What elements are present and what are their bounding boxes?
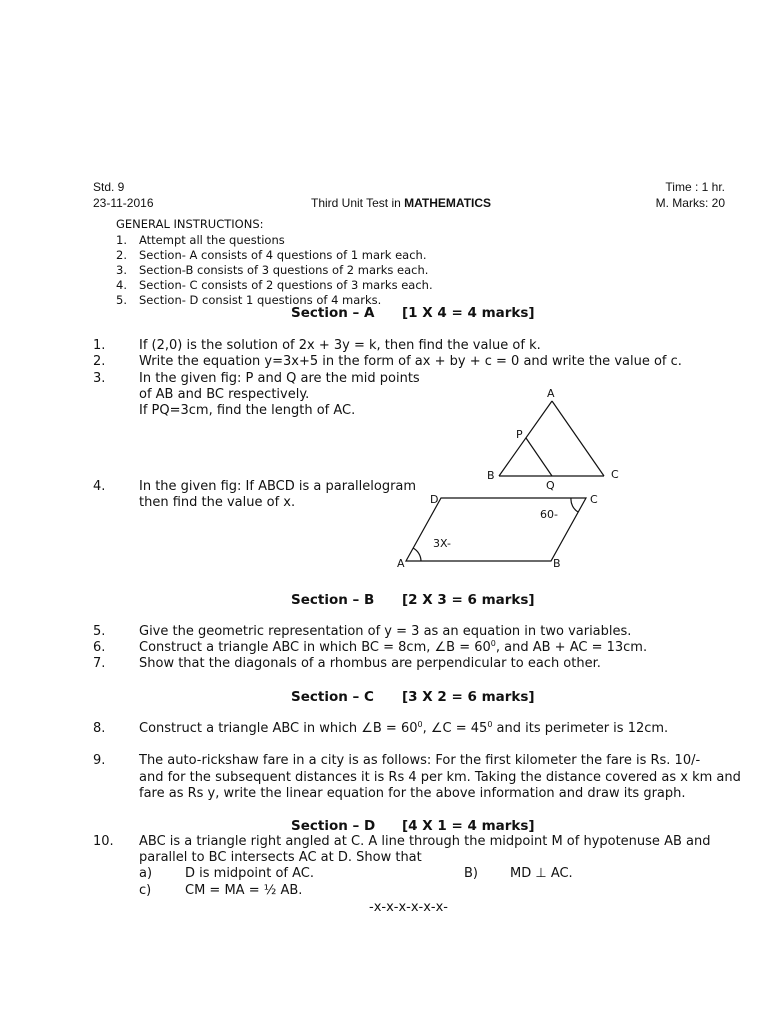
question-text: Give the geometric representation of y = 3 as an equation in two variables. [139,624,632,639]
question-number: 3. [93,371,106,386]
section-a-marks: [1 X 4 = 4 marks] [402,305,535,321]
subpart-text: D is midpoint of AC. [185,866,315,881]
vertex-label-c: C [590,493,598,506]
question-text: In the given fig: If ABCD is a parallelogram [139,479,417,494]
instruction-text: Section- A consists of 4 questions of 1 mark each. [139,248,427,262]
section-b-marks: [2 X 3 = 6 marks] [402,592,535,608]
end-marker: -x-x-x-x-x-x- [369,900,448,915]
question-text: of AB and BC respectively. [139,387,310,402]
instruction-num: 5. [116,293,127,307]
question-text: Show that the diagonals of a rhombus are perpendicular to each other. [139,656,601,671]
subpart-label: a) [139,866,153,881]
instruction-num: 4. [116,278,127,292]
angle-arc-c [571,498,578,512]
question-number: 10. [93,834,114,849]
max-marks-label: M. Marks: 20 [655,196,725,210]
question-text: Construct a triangle ABC in which ∠B = $60^0$, ∠C = $45^0$ and its perimeter is 12cm. [139,720,669,736]
subject-name: MATHEMATICS [404,196,492,210]
angle-label-a: 3X- [433,537,451,550]
point-label-p: P [516,428,523,441]
question-number: 7. [93,656,106,671]
question-text: then find the value of x. [139,495,296,510]
question-text: Construct a triangle ABC in which BC = 8cm, ∠B = $60^0$, and AB + AC = 13cm. [139,639,648,655]
instructions-title: GENERAL INSTRUCTIONS: [116,217,264,231]
question-number: 8. [93,721,106,736]
time-label: Time : 1 hr. [665,180,725,194]
instruction-text: Section- C consists of 2 questions of 3 marks each. [139,278,433,292]
vertex-label-b: B [487,469,495,482]
question-text: parallel to BC intersects AC at D. Show that [139,850,422,865]
question-text: ABC is a triangle right angled at C. A line through the midpoint M of hypotenuse AB and [139,834,711,849]
subpart-label: c) [139,883,152,898]
section-d-marks: [4 X 1 = 4 marks] [402,818,535,834]
point-label-q: Q [546,479,555,492]
angle-label-c: 60- [540,508,558,521]
test-prefix: Third Unit Test in [311,196,405,210]
subpart-text: CM = MA = ½ AB. [185,883,303,898]
vertex-label-a: A [397,557,405,570]
question-text: In the given fig: P and Q are the mid points [139,371,420,386]
question-text: If PQ=3cm, find the length of AC. [139,403,356,418]
vertex-label-a: A [547,387,555,400]
question-number: 4. [93,479,106,494]
section-c-title: Section – C [291,689,374,705]
section-d-title: Section – D [291,818,376,834]
question-number: 5. [93,624,106,639]
question-text: Write the equation y=3x+5 in the form of ax + by + c = 0 and write the value of c. [139,354,682,369]
date-label: 23-11-2016 [93,196,154,210]
subpart-text: MD ⊥ AC. [510,866,573,881]
instruction-text: Section- D consist 1 questions of 4 marks. [139,293,382,307]
question-text: If (2,0) is the solution of 2x + 3y = k, then find the value of k. [139,338,541,353]
question-number: 6. [93,640,106,655]
subpart-label: B) [464,866,478,881]
question-text: The auto-rickshaw fare in a city is as follows: For the first kilometer the fare is Rs. 10/- [139,753,701,768]
instruction-text: Section-B consists of 3 questions of 2 marks each. [139,263,429,277]
section-b-title: Section – B [291,592,375,608]
question-number: 9. [93,753,106,768]
question-text: and for the subsequent distances it is Rs 4 per km. Taking the distance covered as x km and [139,770,741,785]
instruction-num: 1. [116,233,127,247]
angle-arc-a [413,548,421,561]
std-label: Std. 9 [93,180,125,194]
parallelogram-abcd [406,498,586,561]
instruction-num: 2. [116,248,127,262]
question-number: 2. [93,354,106,369]
vertex-label-b: B [553,557,561,570]
section-a-title: Section – A [291,305,375,321]
question-number: 1. [93,338,106,353]
vertex-label-d: D [430,493,439,506]
vertex-label-c: C [611,468,619,481]
question-text: fare as Rs y, write the linear equation for the above information and draw its graph. [139,786,686,801]
instruction-num: 3. [116,263,127,277]
instruction-text: Attempt all the questions [139,233,285,247]
section-c-marks: [3 X 2 = 6 marks] [402,689,535,705]
